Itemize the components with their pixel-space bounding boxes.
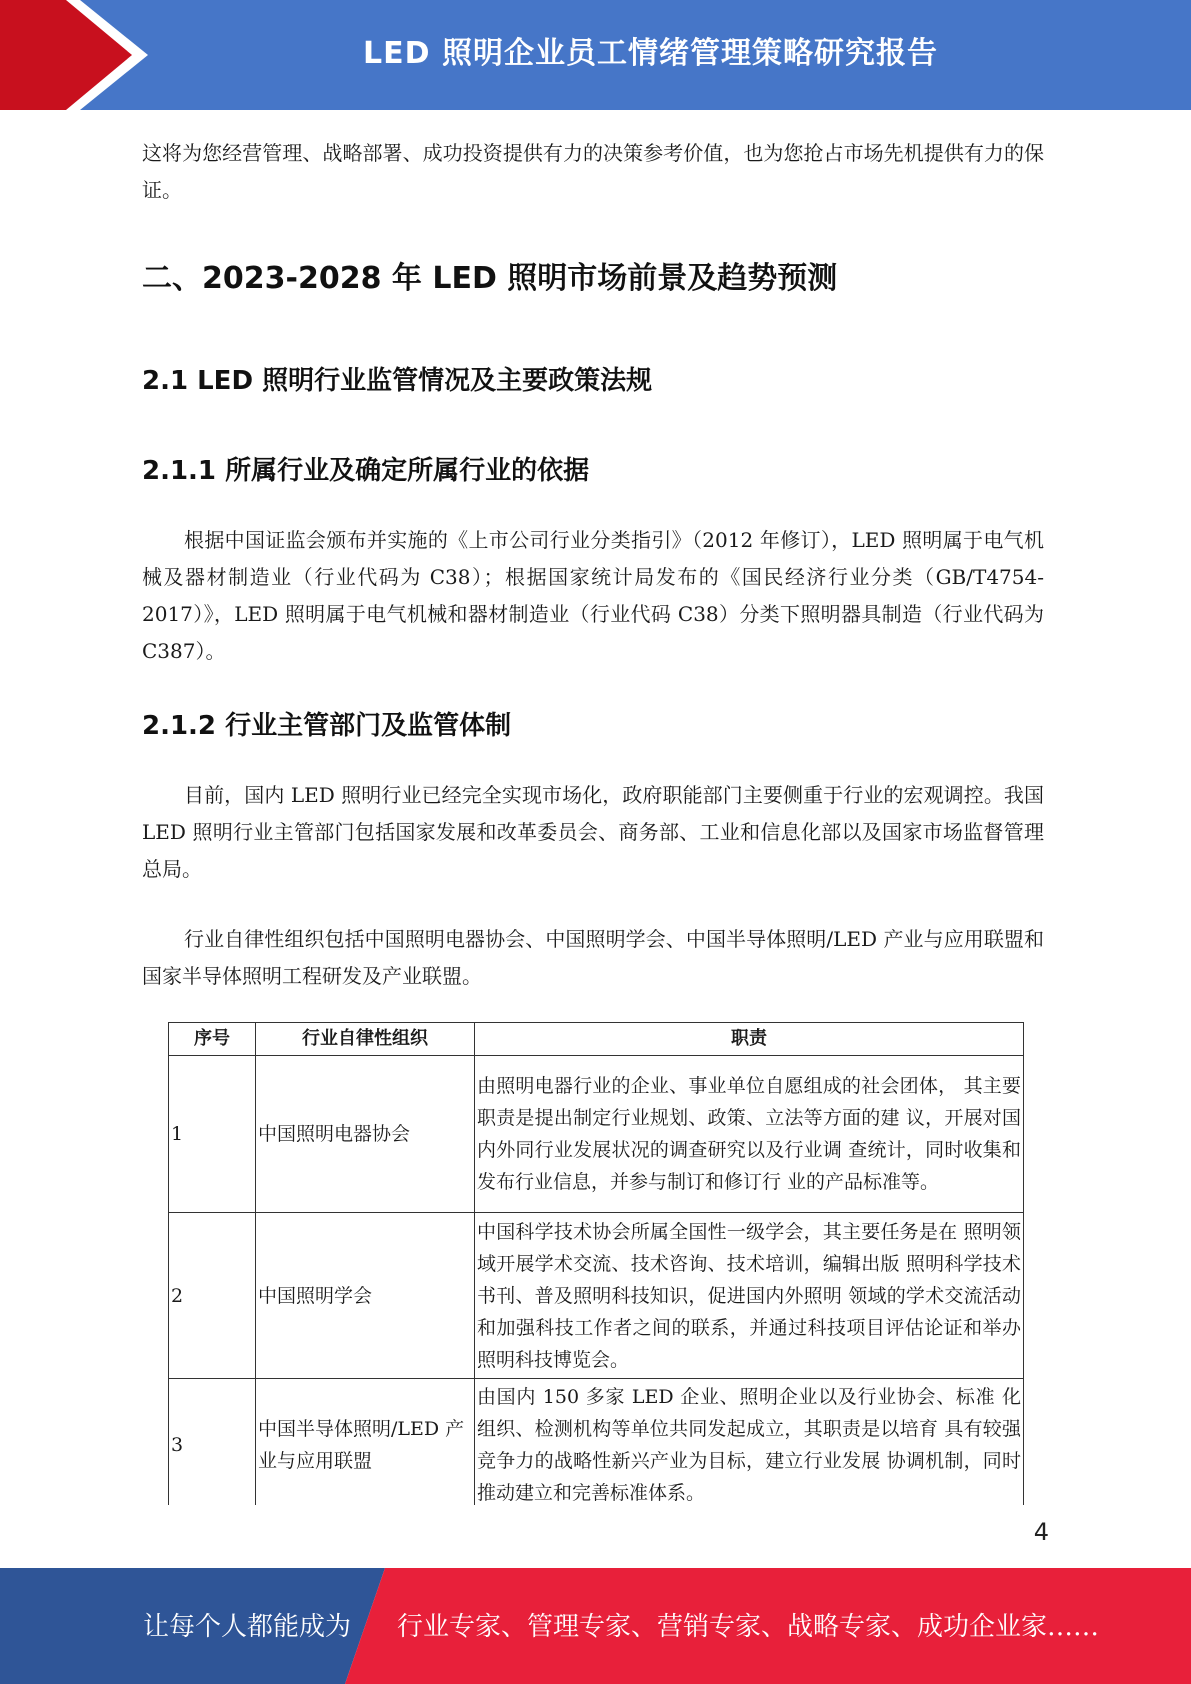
table-cell-org: 中国照明电器协会 — [256, 1056, 475, 1213]
page-number: 4 — [1033, 1518, 1049, 1546]
intro-block — [142, 135, 1044, 209]
classification-paragraph: 根据中国证监会颁布并实施的《上市公司行业分类指引》（2012 年修订），LED 照明属于电气机械及器材制造业（行业代码为 C38）；根据国家统计局发布的《国民经济行业分类（GB/T4754-2017）》，LED 照明属于电气机械和器材制造业（行业代码 C38）分类下照明器具制造（行业代码为 C387）。 — [142, 528, 1044, 663]
self-regulation-paragraph: 行业自律性组织包括中国照明电器协会、中国照明学会、中国半导体照明/LED 产业与应用联盟和国家半导体照明工程研发及产业联盟。 — [142, 927, 1044, 988]
table-cell-num: 1 — [169, 1056, 256, 1213]
table-row — [169, 1056, 1024, 1213]
organization-table — [168, 1022, 1024, 1505]
regulation-block — [142, 777, 1044, 888]
table-container — [160, 1010, 1040, 1505]
section-heading: 二、2023-2028 年 LED 照明市场前景及趋势预测 — [142, 261, 838, 296]
table-header-org: 行业自律性组织 — [256, 1023, 475, 1056]
table-header-duty: 职责 — [475, 1023, 1024, 1056]
subsection-heading-2-1-1: 2.1.1 所属行业及确定所属行业的依据 — [142, 456, 590, 486]
subsection-heading-2-1: 2.1 LED 照明行业监管情况及主要政策法规 — [142, 366, 653, 396]
header-arrow-decoration — [0, 0, 160, 110]
table-cell-org: 中国半导体照明/LED 产业与应用联盟 — [256, 1379, 475, 1506]
table-cell-org: 中国照明学会 — [256, 1213, 475, 1379]
footer-slogan-right: 行业专家、管理专家、营销专家、战略专家、成功企业家…… — [397, 1612, 1100, 1642]
table-row — [169, 1213, 1024, 1379]
self-regulation-block — [142, 921, 1044, 995]
intro-paragraph: 这将为您经营管理、战略部署、成功投资提供有力的决策参考价值，也为您抢占市场先机提供有力的保证。 — [142, 141, 1044, 202]
table-cell-num: 2 — [169, 1213, 256, 1379]
table-cell-duty: 由照明电器行业的企业、事业单位自愿组成的社会团体， 其主要职责是提出制定行业规划、政策、立法等方面的建 议，开展对国内外同行业发展状况的调查研究以及行业调 查统计，同时收集和发布行业信息，并参与制订和修订行 业的产品标准等。 — [475, 1056, 1024, 1213]
table-cell-duty: 由国内 150 多家 LED 企业、照明企业以及行业协会、标准 化组织、检测机构等单位共同发起成立，其职责是以培育 具有较强竞争力的战略性新兴产业为目标，建立行业发展 协调机制，同时推动建立和完善标准体系。 — [475, 1379, 1024, 1506]
regulation-paragraph: 目前，国内 LED 照明行业已经完全实现市场化，政府职能部门主要侧重于行业的宏观调控。我国 LED 照明行业主管部门包括国家发展和改革委员会、商务部、工业和信息化部以及国家市场监督管理总局。 — [142, 783, 1044, 881]
table-row — [169, 1379, 1024, 1506]
page-footer — [0, 1568, 1191, 1684]
footer-slogan-left: 让每个人都能成为 — [143, 1612, 352, 1642]
table-header-num: 序号 — [169, 1023, 256, 1056]
table-header-row — [169, 1023, 1024, 1056]
table-cell-num: 3 — [169, 1379, 256, 1506]
page-header — [0, 0, 1191, 110]
subsection-heading-2-1-2: 2.1.2 行业主管部门及监管体制 — [142, 711, 512, 741]
classification-block — [142, 522, 1044, 670]
table-cell-duty: 中国科学技术协会所属全国性一级学会，其主要任务是在 照明领域开展学术交流、技术咨询、技术培训，编辑出版 照明科学技术书刊、普及照明科技知识，促进国内外照明 领域的学术交流活动和加强科技工作者之间的联系，并通过科技项目评估论证和举办照明科技博览会。 — [475, 1213, 1024, 1379]
report-title: LED 照明企业员工情绪管理策略研究报告 — [363, 36, 938, 71]
